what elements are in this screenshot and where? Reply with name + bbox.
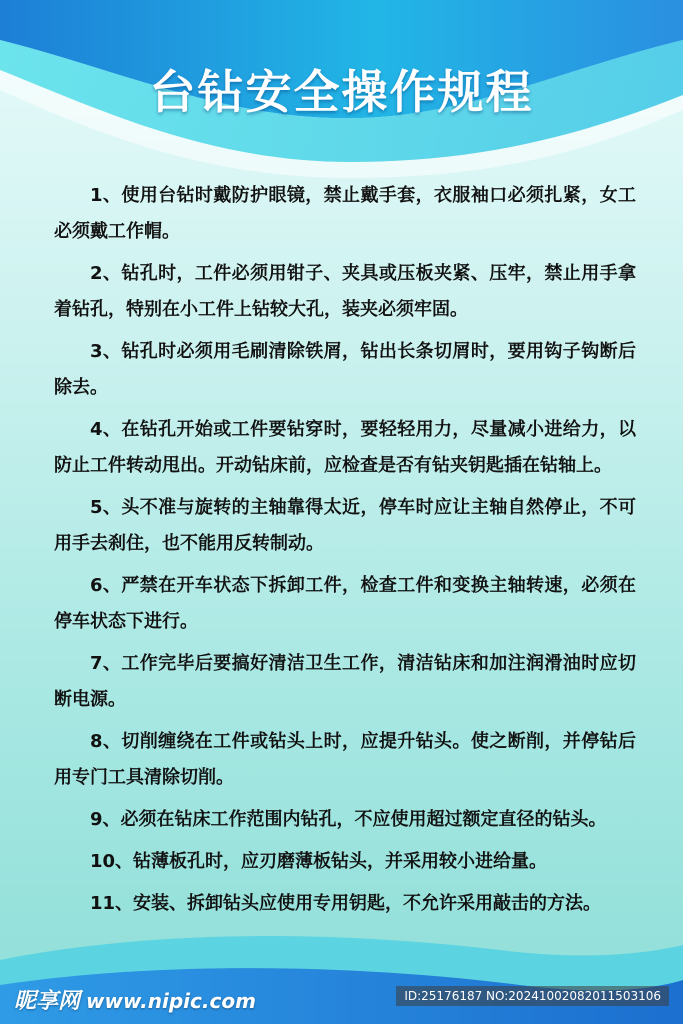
- rule-item: 7、工作完毕后要搞好清洁卫生工作，清洁钻床和加注润滑油时应切断电源。: [54, 653, 636, 710]
- watermark-brand-name: 昵享网: [14, 989, 81, 1014]
- watermark-brand: [14, 984, 256, 1015]
- rule-item: 2、钻孔时，工件必须用钳子、夹具或压板夹紧、压牢，禁止用手拿着钻孔，特别在小工件上钻较大孔，装夹必须牢固。: [54, 263, 636, 320]
- watermark-id: ID:25176187 NO:20241002082011503106: [396, 986, 669, 1006]
- rule-item: 6、严禁在开车状态下拆卸工件，检查工件和变换主轴转速，必须在停车状态下进行。: [54, 575, 636, 632]
- rule-item: 10、钻薄板孔时，应刃磨薄板钻头，并采用较小进给量。: [90, 851, 548, 872]
- rules-list: [54, 178, 636, 928]
- rule-item: 3、钻孔时必须用毛刷清除铁屑，钻出长条切屑时，要用钩子钩断后除去。: [54, 341, 636, 398]
- rule-item: 4、在钻孔开始或工件要钻穿时，要轻轻用力，尽量减小进给力，以防止工件转动甩出。开动钻床前，应检查是否有钻夹钥匙插在钻轴上。: [54, 419, 636, 476]
- rule-item: 8、切削缠绕在工件或钻头上时，应提升钻头。使之断削，并停钻后用专门工具清除切削。: [54, 731, 636, 788]
- rule-item: 11、安装、拆卸钻头应使用专用钥匙，不允许采用敲击的方法。: [90, 893, 602, 914]
- watermark-url: www.nipic.com: [86, 989, 256, 1013]
- rule-item: 5、头不准与旋转的主轴靠得太近，停车时应让主轴自然停止，不可用手去刹住，也不能用反转制动。: [54, 497, 636, 554]
- rule-item: 1、使用台钻时戴防护眼镜，禁止戴手套，衣服袖口必须扎紧，女工必须戴工作帽。: [54, 185, 636, 242]
- rule-item: 9、必须在钻床工作范围内钻孔，不应使用超过额定直径的钻头。: [90, 809, 607, 830]
- page-title: 台钻安全操作规程: [149, 65, 534, 119]
